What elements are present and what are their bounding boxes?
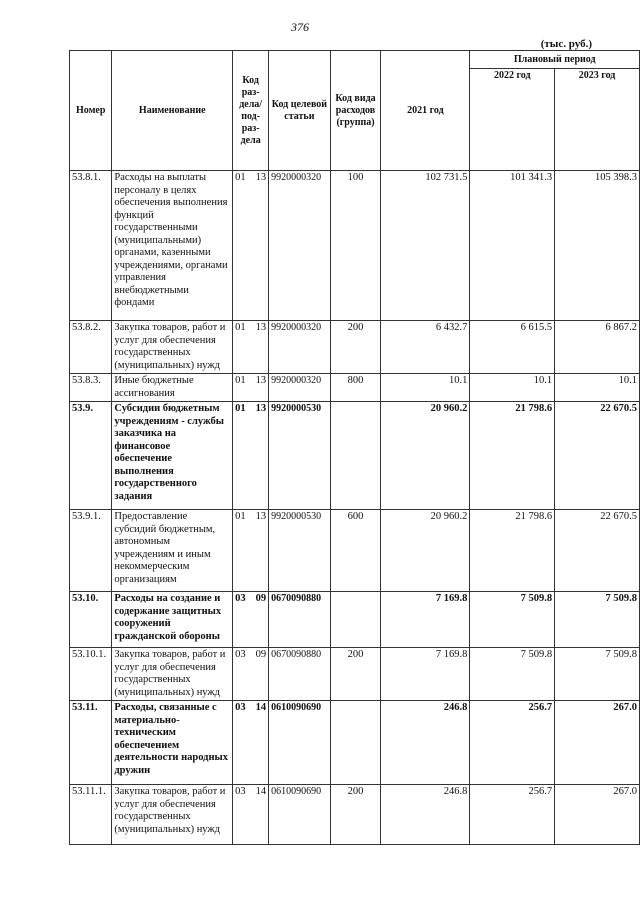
row-amount-2022: 21 798.6 <box>470 402 555 510</box>
row-name: Предоставление субсидий бюджетным, автономным учреждениям и иным некоммерческим организациям <box>112 510 233 592</box>
row-amount-2023: 267.0 <box>555 701 640 785</box>
table-row <box>70 402 640 510</box>
row-expense-type: 200 <box>330 785 381 845</box>
row-expense-type <box>330 701 381 785</box>
row-subsection-code: 13 <box>255 322 267 333</box>
row-amount-2023: 267.0 <box>555 785 640 845</box>
row-target-code: 0670090880 <box>269 592 330 648</box>
row-target-code: 9920000530 <box>269 510 330 592</box>
row-number: 53.9. <box>70 402 112 510</box>
row-amount-2022: 7 509.8 <box>470 648 555 701</box>
header-plan-period: Плановый период <box>470 51 640 69</box>
row-section <box>233 701 269 785</box>
row-section <box>233 510 269 592</box>
row-subsection-code: 13 <box>255 511 267 522</box>
row-target-code: 0610090690 <box>269 785 330 845</box>
row-amount-2022: 21 798.6 <box>470 510 555 592</box>
row-section-code: 01 <box>235 322 246 333</box>
table-body <box>70 171 640 845</box>
header-2021: 2021 год <box>381 51 470 171</box>
row-number: 53.11.1. <box>70 785 112 845</box>
row-section <box>233 402 269 510</box>
row-amount-2023: 7 509.8 <box>555 592 640 648</box>
row-section <box>233 592 269 648</box>
row-amount-2021: 246.8 <box>381 785 470 845</box>
row-section <box>233 374 269 402</box>
row-section-code: 01 <box>235 375 246 386</box>
table-row <box>70 592 640 648</box>
row-section <box>233 171 269 321</box>
row-amount-2021: 7 169.8 <box>381 592 470 648</box>
table-row <box>70 510 640 592</box>
row-amount-2022: 256.7 <box>470 785 555 845</box>
row-name: Расходы на создание и содержание защитных сооружений гражданской обороны <box>112 592 233 648</box>
row-number: 53.8.1. <box>70 171 112 321</box>
row-number: 53.10. <box>70 592 112 648</box>
page-number: 376 <box>291 20 309 34</box>
table-row <box>70 171 640 321</box>
row-target-code: 0610090690 <box>269 701 330 785</box>
row-number: 53.9.1. <box>70 510 112 592</box>
row-number: 53.11. <box>70 701 112 785</box>
row-amount-2023: 7 509.8 <box>555 648 640 701</box>
row-section-code: 03 <box>235 702 246 713</box>
row-expense-type: 200 <box>330 321 381 374</box>
budget-table <box>69 50 640 845</box>
row-expense-type: 800 <box>330 374 381 402</box>
row-target-code: 9920000320 <box>269 374 330 402</box>
row-amount-2021: 102 731.5 <box>381 171 470 321</box>
row-amount-2021: 7 169.8 <box>381 648 470 701</box>
row-amount-2023: 10.1 <box>555 374 640 402</box>
table-row <box>70 374 640 402</box>
table-row <box>70 785 640 845</box>
row-amount-2022: 10.1 <box>470 374 555 402</box>
row-name: Расходы, связанные с материально-техническим обеспечением деятельности народных дружин <box>112 701 233 785</box>
header-expense-type: Код вида расходов (группа) <box>330 51 381 171</box>
row-subsection-code: 14 <box>255 702 267 713</box>
row-name: Закупка товаров, работ и услуг для обеспечения государственных (муниципальных) нужд <box>112 785 233 845</box>
row-section-code: 01 <box>235 172 246 183</box>
row-section <box>233 321 269 374</box>
row-name: Закупка товаров, работ и услуг для обеспечения государственных (муниципальных) нужд <box>112 648 233 701</box>
row-amount-2023: 22 670.5 <box>555 510 640 592</box>
row-amount-2021: 246.8 <box>381 701 470 785</box>
row-section-code: 03 <box>235 786 246 797</box>
row-name: Иные бюджетные ассигнования <box>112 374 233 402</box>
row-subsection-code: 09 <box>255 649 267 660</box>
header-target: Код целевой статьи <box>269 51 330 171</box>
row-name: Субсидии бюджетным учреждениям - службы заказчика на финансовое обеспечение выполнения государственного задания <box>112 402 233 510</box>
header-number: Номер <box>70 51 112 171</box>
header-section: Код раз-дела/ под-раз-дела <box>233 51 269 171</box>
row-number: 53.8.2. <box>70 321 112 374</box>
row-expense-type: 600 <box>330 510 381 592</box>
row-target-code: 9920000320 <box>269 321 330 374</box>
row-subsection-code: 13 <box>255 375 267 386</box>
row-amount-2023: 6 867.2 <box>555 321 640 374</box>
header-2022: 2022 год <box>470 69 555 171</box>
row-subsection-code: 09 <box>255 593 267 604</box>
row-amount-2023: 105 398.3 <box>555 171 640 321</box>
row-target-code: 9920000320 <box>269 171 330 321</box>
table-row <box>70 701 640 785</box>
row-subsection-code: 14 <box>255 786 267 797</box>
row-subsection-code: 13 <box>255 172 267 183</box>
row-expense-type <box>330 592 381 648</box>
row-section-code: 01 <box>235 403 246 414</box>
row-number: 53.10.1. <box>70 648 112 701</box>
row-target-code: 0670090880 <box>269 648 330 701</box>
row-amount-2022: 7 509.8 <box>470 592 555 648</box>
table-row <box>70 648 640 701</box>
row-expense-type: 100 <box>330 171 381 321</box>
row-amount-2022: 256.7 <box>470 701 555 785</box>
row-amount-2021: 6 432.7 <box>381 321 470 374</box>
row-section-code: 03 <box>235 649 246 660</box>
row-amount-2021: 20 960.2 <box>381 402 470 510</box>
units-label: (тыс. руб.) <box>540 38 592 50</box>
row-expense-type <box>330 402 381 510</box>
header-name: Наименование <box>112 51 233 171</box>
row-expense-type: 200 <box>330 648 381 701</box>
row-subsection-code: 13 <box>255 403 267 414</box>
row-section <box>233 648 269 701</box>
row-number: 53.8.3. <box>70 374 112 402</box>
row-amount-2021: 10.1 <box>381 374 470 402</box>
row-amount-2022: 101 341.3 <box>470 171 555 321</box>
row-name: Расходы на выплаты персоналу в целях обеспечения выполнения функций государственными (муниципальными) органами, казенными учреждениями, органами управления внебюджетными фондами <box>112 171 233 321</box>
row-amount-2022: 6 615.5 <box>470 321 555 374</box>
row-section <box>233 785 269 845</box>
row-target-code: 9920000530 <box>269 402 330 510</box>
header-2023: 2023 год <box>555 69 640 171</box>
row-name: Закупка товаров, работ и услуг для обеспечения государственных (муниципальных) нужд <box>112 321 233 374</box>
row-amount-2023: 22 670.5 <box>555 402 640 510</box>
row-amount-2021: 20 960.2 <box>381 510 470 592</box>
table-row <box>70 321 640 374</box>
row-section-code: 01 <box>235 511 246 522</box>
row-section-code: 03 <box>235 593 246 604</box>
